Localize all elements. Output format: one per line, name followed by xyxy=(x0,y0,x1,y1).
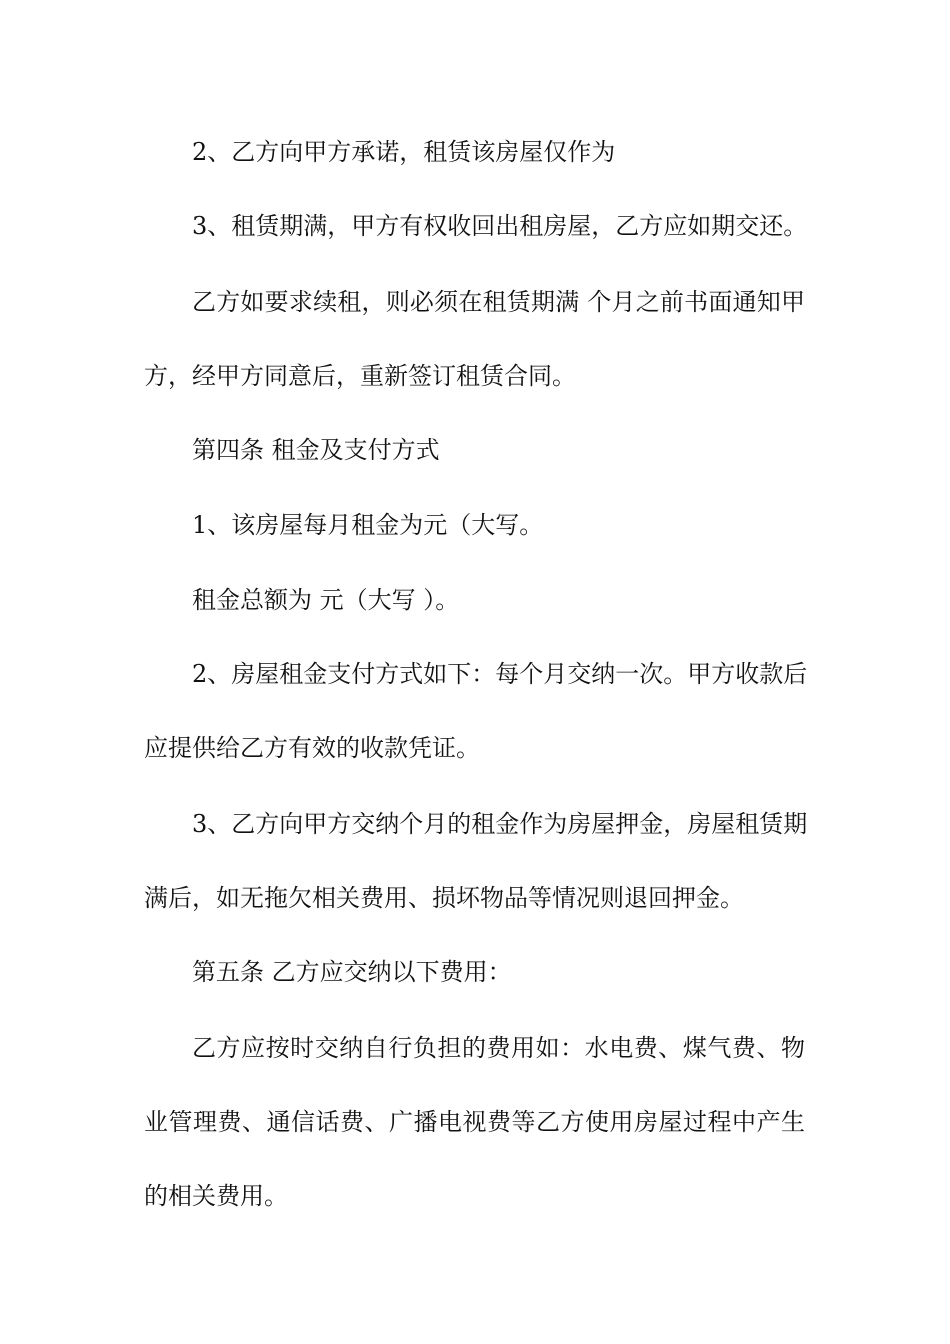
paragraph-line: 2、乙方向甲方承诺，租赁该房屋仅作为 xyxy=(192,138,616,166)
paragraph-line: 应提供给乙方有效的收款凭证。 xyxy=(144,734,480,762)
section-heading: 第五条 乙方应交纳以下费用： xyxy=(192,958,512,986)
paragraph-line: 2、房屋租金支付方式如下：每个月交纳一次。甲方收款后 xyxy=(192,660,808,688)
paragraph-line: 3、租赁期满，甲方有权收回出租房屋，乙方应如期交还。 xyxy=(192,212,808,240)
paragraph-line: 1、该房屋每月租金为元（大写。 xyxy=(192,511,544,539)
paragraph-line: 业管理费、通信话费、广播电视费等乙方使用房屋过程中产生 xyxy=(144,1108,805,1136)
paragraph-line: 乙方如要求续租，则必须在租赁期满 个月之前书面通知甲 xyxy=(192,288,805,316)
paragraph-line: 乙方应按时交纳自行负担的费用如：水电费、煤气费、物 xyxy=(192,1034,805,1062)
section-heading: 第四条 租金及支付方式 xyxy=(192,436,440,464)
paragraph-line: 方，经甲方同意后，重新签订租赁合同。 xyxy=(144,362,576,390)
paragraph-line: 满后，如无拖欠相关费用、损坏物品等情况则退回押金。 xyxy=(144,884,744,912)
paragraph-line: 的相关费用。 xyxy=(144,1182,288,1210)
paragraph-line: 3、乙方向甲方交纳个月的租金作为房屋押金，房屋租赁期 xyxy=(192,810,808,838)
paragraph-line: 租金总额为 元（大写 ）。 xyxy=(192,586,460,614)
